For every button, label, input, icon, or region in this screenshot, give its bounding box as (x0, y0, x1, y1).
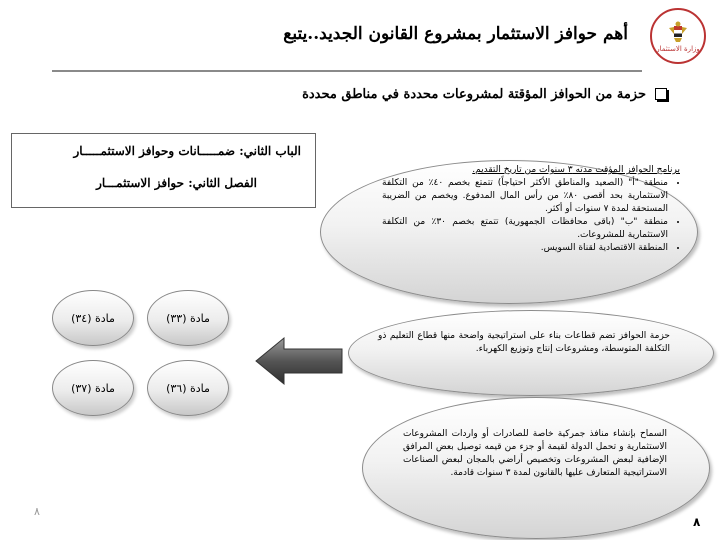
page-title: أهم حوافز الاستثمار بمشروع القانون الجديد..يتبع (283, 24, 628, 44)
checkbox-icon (655, 88, 667, 100)
article-36-badge: مادة (٣٦) (147, 360, 229, 416)
chapter-part-title: الباب الثاني: ضمـــــانات وحوافز الاستثمـــــار (73, 144, 301, 158)
list-item: • المنطقة الاقتصادية لقناة السويس. (382, 242, 668, 255)
eagle-emblem-icon (667, 20, 689, 44)
ministry-logo (650, 8, 706, 64)
customs-outlets-text: السماح بإنشاء منافذ جمركية خاصة للصادرات أو واردات المشروعات الاستثمارية و تحمل الدولة لقيمة أو جزء من قيمه توصيل بعض المرافق الإضافية لبعض المشروعات وتخصيص أراضي بالمجان لبعض الصناعات الاستراتيجية المتعارف عليها بالقانون لمدة ٣ سنوات قادمة. (403, 429, 667, 478)
section-subtitle: حزمة من الحوافز المؤقتة لمشروعات محددة في مناطق محددة (302, 87, 646, 102)
page-number-faint: ٨ (34, 505, 40, 518)
header-divider (52, 70, 642, 72)
zone-list (382, 177, 680, 255)
chapter-box (11, 133, 316, 208)
article-37-badge: مادة (٣٧) (52, 360, 134, 416)
logo-text: وزارة الاستثمار (656, 44, 700, 53)
chapter-section-title: الفصل الثاني: حوافز الاستثمـــار (96, 176, 257, 190)
arrow-left-icon (254, 336, 344, 386)
list-item: • منطقة "أ" (الصعيد والمناطق الأكثر احتياجاً) تتمتع بخصم ٤٠٪ من التكلفة الاستثمارية بحد أقصى ٨٠٪ من رأس المال المدفوع. ويخصم من الضريبة المستحقة لمدة ٧ سنوات أو أكثر. (382, 177, 668, 216)
incentives-program-text (382, 164, 680, 255)
program-lead: برنامج الحوافز المؤقت مدته ٣ سنوات من تاريخ التقديم. (472, 165, 680, 175)
list-item: • منطقة "ب" (باقى محافظات الجمهورية) تتمتع بخصم ٣٠٪ من التكلفة الاستثمارية للمشروعات. (382, 216, 668, 242)
article-34-badge: مادة (٣٤) (52, 290, 134, 346)
sectors-text: حزمة الحوافز تضم قطاعات بناء على استراتيجية واضحة منها قطاع التعليم ذو التكلفة المتوسطة، ومشروعات إنتاج وتوزيع الكهرباء. (378, 331, 670, 354)
article-33-badge: مادة (٣٣) (147, 290, 229, 346)
page-number: ٨ (693, 515, 701, 529)
